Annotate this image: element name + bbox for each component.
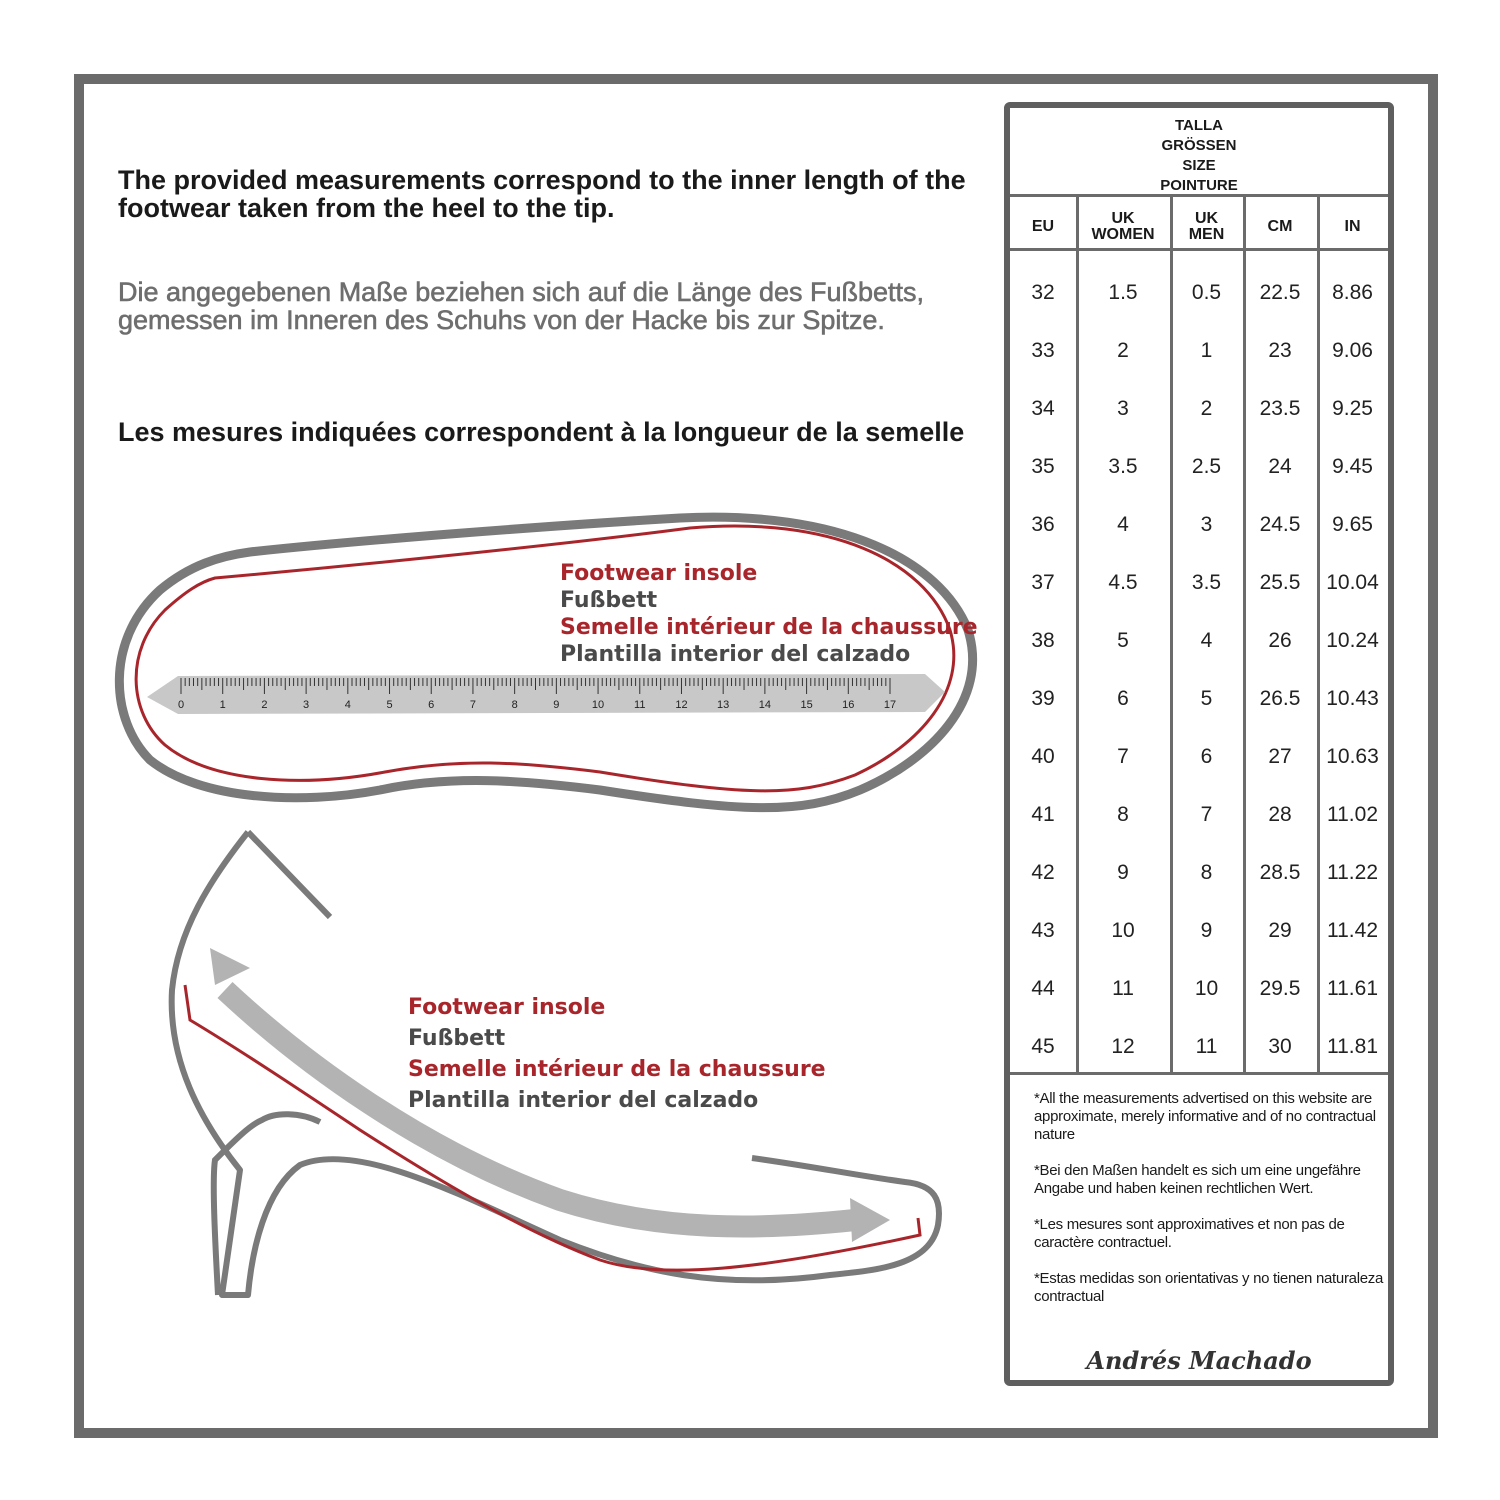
- insole-label-es: Plantilla interior del calzado: [408, 1088, 759, 1113]
- divider: [1010, 194, 1388, 197]
- table-cell: 33: [1031, 339, 1055, 362]
- ruler-label: 4: [344, 699, 351, 711]
- column-header: UK WOMEN: [1091, 210, 1155, 243]
- table-cell: 1.5: [1108, 281, 1138, 304]
- table-cell: 10: [1194, 977, 1219, 1000]
- table-cell: 40: [1031, 745, 1055, 768]
- ruler-label: 14: [758, 699, 772, 711]
- table-cell: 28.5: [1259, 861, 1301, 884]
- column-header: CM: [1267, 218, 1293, 235]
- disclaimer-notes: [1034, 1090, 1394, 1324]
- ruler: [147, 674, 945, 714]
- table-cell: 6: [1200, 745, 1213, 768]
- insole-label-group-bottom: [408, 992, 826, 1116]
- table-cell: 22.5: [1259, 281, 1301, 304]
- ruler-label: 17: [883, 699, 897, 711]
- table-cell: 9.25: [1332, 397, 1373, 420]
- ruler-label: 9: [553, 699, 560, 711]
- table-cell: 26.5: [1259, 687, 1301, 710]
- table-cell: 36: [1031, 513, 1055, 536]
- table-cell: 28: [1268, 803, 1292, 826]
- table-cell: 0.5: [1191, 281, 1222, 304]
- table-cell: 11.42: [1327, 919, 1378, 942]
- table-cell: 3: [1200, 513, 1213, 536]
- table-cell: 10.04: [1326, 571, 1379, 594]
- ruler-label: 12: [675, 699, 688, 711]
- ruler-label: 11: [634, 699, 646, 711]
- table-cell: 35: [1031, 455, 1055, 478]
- table-cell: 30: [1268, 1035, 1292, 1058]
- table-cell: 5: [1117, 629, 1129, 652]
- table-cell: 10.24: [1326, 629, 1379, 652]
- ruler-label: 3: [303, 699, 310, 711]
- table-cell: 3.5: [1191, 571, 1222, 594]
- table-cell: 7: [1117, 745, 1129, 768]
- table-cell: 11.22: [1327, 861, 1378, 884]
- ruler-label: 13: [717, 699, 730, 711]
- size-table-title: [1010, 116, 1388, 196]
- table-cell: 9: [1117, 861, 1129, 884]
- table-cell: 1: [1200, 339, 1213, 362]
- table-cell: 24.5: [1259, 513, 1301, 536]
- table-cell: 4: [1117, 513, 1129, 536]
- table-cell: 24: [1268, 455, 1292, 478]
- column-header: IN: [1344, 218, 1361, 235]
- insole-label-group-top: [560, 560, 978, 668]
- ruler-label: 2: [261, 699, 268, 711]
- ruler-label: 8: [511, 699, 518, 711]
- disclaimer-note: *Estas medidas son orientativas y no tienen naturaleza contractual: [1034, 1270, 1384, 1305]
- size-table-title-line: TALLA: [1174, 117, 1224, 134]
- insole-label-en: Footwear insole: [408, 995, 606, 1020]
- table-cell: 4: [1200, 629, 1213, 652]
- insole-label-es: Plantilla interior del calzado: [560, 642, 911, 667]
- ruler-label: 16: [842, 699, 855, 711]
- table-cell: 8: [1117, 803, 1129, 826]
- insole-label-fr: Semelle intérieur de la chaussure: [560, 615, 978, 640]
- table-cell: 32: [1031, 281, 1055, 304]
- table-cell: 5: [1200, 687, 1213, 710]
- table-cell: 9: [1200, 919, 1213, 942]
- ruler-label: 5: [386, 699, 393, 711]
- insole-label-de: Fußbett: [408, 1026, 506, 1051]
- table-cell: 38: [1031, 629, 1055, 652]
- size-table-title-line: POINTURE: [1160, 177, 1238, 194]
- table-cell: 2.5: [1191, 455, 1222, 478]
- table-cell: 10.63: [1326, 745, 1379, 768]
- ruler-label: 10: [591, 699, 605, 711]
- table-cell: 37: [1031, 571, 1055, 594]
- intro-french: Les mesures indiquées correspondent à la longueur de la semelle: [118, 417, 965, 447]
- brand-logo: Andrés Machado: [1086, 1346, 1312, 1375]
- table-cell: 11: [1112, 977, 1134, 1000]
- table-cell: 26: [1268, 629, 1292, 652]
- disclaimer-note: *Les mesures sont approximatives et non pas de caractère contractuel.: [1034, 1216, 1345, 1251]
- table-cell: 9.45: [1332, 455, 1373, 478]
- arrow-head-heel: [210, 948, 250, 985]
- table-cell: 41: [1031, 803, 1055, 826]
- table-cell: 9.65: [1332, 513, 1373, 536]
- size-table-title-line: SIZE: [1182, 157, 1216, 174]
- table-cell: 27: [1268, 745, 1292, 768]
- ruler-label: 6: [428, 699, 435, 711]
- table-cell: 11: [1195, 1035, 1218, 1058]
- intro-german: Die angegebenen Maße beziehen sich auf die Länge des Fußbetts, gemessen im Inneren des Schuhs von der Hacke bis zur Spitze.: [118, 277, 925, 335]
- table-cell: 11.61: [1327, 977, 1378, 1000]
- table-cell: 3.5: [1108, 455, 1138, 478]
- column-header: UK MEN: [1188, 210, 1225, 243]
- table-cell: 34: [1031, 397, 1055, 420]
- table-cell: 23.5: [1259, 397, 1301, 420]
- table-cell: 11.02: [1327, 803, 1378, 826]
- table-cell: 9.06: [1332, 339, 1373, 362]
- size-table-panel: [1004, 102, 1394, 1386]
- ruler-label: 7: [469, 699, 477, 711]
- table-cell: 25.5: [1259, 571, 1301, 594]
- table-cell: 44: [1031, 977, 1055, 1000]
- disclaimer-note: *Bei den Maßen handelt es sich um eine ungefähre Angabe und haben keinen rechtlichen Wert.: [1034, 1162, 1361, 1197]
- table-cell: 45: [1031, 1035, 1055, 1058]
- table-cell: 11.81: [1327, 1035, 1378, 1058]
- table-cell: 2: [1117, 339, 1129, 362]
- table-cell: 23: [1268, 339, 1292, 362]
- insole-label-de: Fußbett: [560, 588, 658, 613]
- table-cell: 8.86: [1332, 281, 1373, 304]
- table-cell: 10.43: [1326, 687, 1379, 710]
- table-cell: 7: [1200, 803, 1213, 826]
- intro-english: The provided measurements correspond to the inner length of the footwear taken from the heel to the tip.: [118, 165, 966, 223]
- ruler-label: 0: [177, 699, 185, 711]
- table-cell: 43: [1031, 919, 1055, 942]
- table-cell: 2: [1200, 397, 1213, 420]
- column-header: EU: [1031, 218, 1055, 235]
- table-cell: 6: [1117, 687, 1129, 710]
- disclaimer-note: *All the measurements advertised on this website are approximate, merely informative and of no contractual nature: [1034, 1090, 1376, 1143]
- size-table-title-line: GRÖSSEN: [1161, 137, 1237, 154]
- table-cell: 39: [1031, 687, 1055, 710]
- table-cell: 3: [1117, 397, 1129, 420]
- table-cell: 8: [1200, 861, 1213, 884]
- table-cell: 42: [1031, 861, 1055, 884]
- insole-label-fr: Semelle intérieur de la chaussure: [408, 1057, 826, 1082]
- table-cell: 12: [1111, 1035, 1135, 1058]
- insole-label-en: Footwear insole: [560, 561, 758, 586]
- ruler-label: 1: [219, 699, 226, 711]
- table-cell: 29.5: [1259, 977, 1301, 1000]
- ruler-label: 15: [800, 699, 813, 711]
- table-cell: 29: [1268, 919, 1292, 942]
- arrow-head-toe: [850, 1198, 890, 1242]
- table-cell: 10: [1111, 919, 1135, 942]
- table-cell: 4.5: [1108, 571, 1138, 594]
